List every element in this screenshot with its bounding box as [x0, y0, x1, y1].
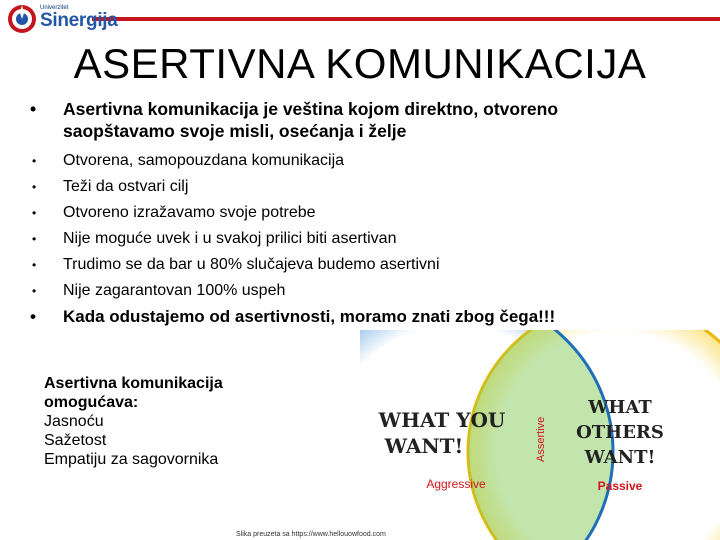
university-logo — [6, 2, 118, 36]
bullet-text-line2: saopštavamo svoje misli, osećanja i želje — [63, 121, 407, 141]
features-heading-line1: Asertivna komunikacija — [44, 375, 223, 392]
list-item-text: Otvorena, samopouzdana komunikacija — [63, 152, 345, 169]
bullet-dot: • — [32, 258, 37, 272]
list-item — [30, 252, 590, 278]
image-credit: Slika preuzeta sa https://www.hellouowfood.com — [236, 531, 386, 538]
feature-item: Sažetost — [44, 432, 107, 449]
bullet-dot: • — [32, 284, 37, 298]
bullet-dot: • — [32, 232, 37, 246]
right-text-line2: OTHERS — [576, 422, 664, 443]
venn-diagram — [360, 330, 720, 540]
bullet-text — [63, 98, 683, 142]
features-heading-line2: omogućava: — [44, 394, 139, 411]
logo-name: Sinergija — [40, 10, 118, 31]
list-item-text: Teži da ostvari cilj — [63, 178, 189, 195]
right-text-line1: WHAT — [588, 397, 652, 418]
bullet-text: Kada odustajemo od asertivnosti, moramo znati zbog čega!!! — [63, 307, 556, 326]
features-block — [44, 374, 223, 469]
list-item-text: Trudimo se da bar u 80% slučajeva budemo asertivni — [63, 256, 440, 273]
list-item — [30, 278, 590, 304]
bullet-dot: • — [30, 99, 37, 119]
feature-item: Jasnoću — [44, 413, 104, 430]
bullet-dot: • — [30, 307, 36, 326]
bullet-text-line1: Asertivna komunikacija je veština kojom direktno, otvoreno — [63, 99, 559, 119]
bullet-dot: • — [32, 180, 37, 194]
logo-emblem-icon — [6, 3, 38, 35]
main-bullet-definition — [30, 98, 680, 146]
venn-svg — [360, 330, 720, 540]
left-text-line2: WANT! — [384, 434, 464, 458]
assertive-label: Assertive — [535, 416, 547, 462]
bullet-dot: • — [32, 206, 37, 220]
list-item-text: Nije zagarantovan 100% uspeh — [63, 282, 286, 299]
sub-bullet-list — [30, 148, 590, 304]
logo-subtitle: Univerzitet — [40, 5, 69, 11]
header-red-line — [92, 17, 720, 21]
feature-item: Empatiju za sagovornika — [44, 451, 219, 468]
list-item-text: Nije moguće uvek i u svakoj prilici biti asertivan — [63, 230, 397, 247]
list-item — [30, 148, 590, 174]
list-item — [30, 226, 590, 252]
slide-title: ASERTIVNA KOMUNIKACIJA — [73, 40, 647, 87]
list-item — [30, 200, 590, 226]
right-text-line3: WANT! — [584, 447, 656, 468]
header-bar — [0, 0, 720, 36]
bullet-dot: • — [32, 154, 37, 168]
main-bullet-warning — [30, 306, 680, 330]
passive-label: Passive — [597, 479, 643, 493]
aggressive-label: Aggressive — [426, 477, 486, 491]
list-item-text: Otvoreno izražavamo svoje potrebe — [63, 204, 316, 221]
left-text-line1: WHAT YOU — [378, 408, 506, 432]
list-item — [30, 174, 590, 200]
